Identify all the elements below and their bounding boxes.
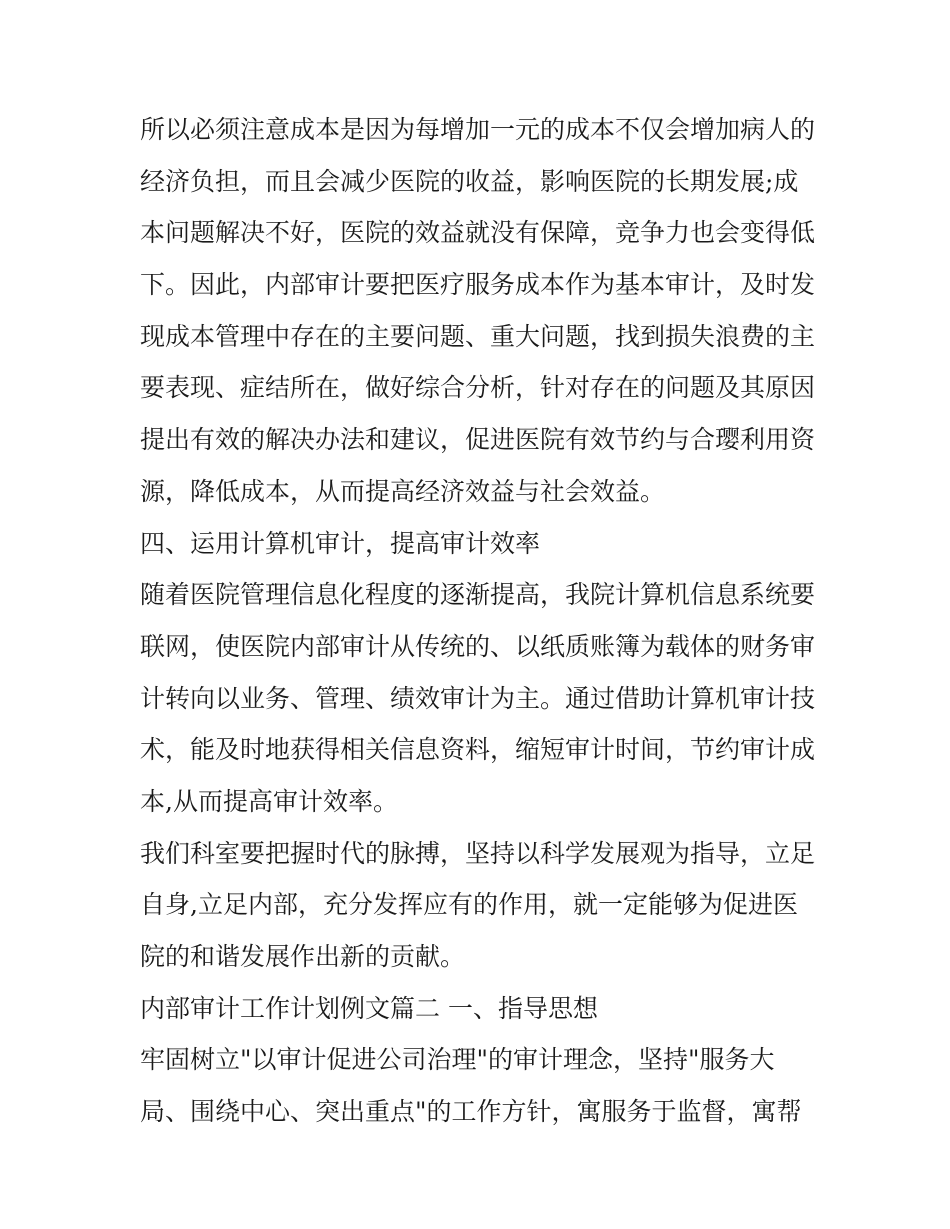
text-line: 下。因此，内部审计要把医疗服务成本作为基本审计，及时发 — [140, 270, 816, 300]
text-line: 提出有效的解决办法和建议，促进医院有效节约与合璎利用资 — [140, 425, 816, 455]
text-line: 本,从而提高审计效率。 — [140, 786, 398, 816]
text-line: 局、围绕中心、突出重点"的工作方针，寓服务于监督，寓帮 — [140, 1097, 802, 1127]
text-line: 院的和谐发展作出新的贡献。 — [140, 942, 466, 971]
text-line: 现成本管理中存在的主要问题、重大问题，找到损失浪费的主 — [140, 321, 816, 351]
text-line: 所以必须注意成本是因为每增加一元的成本不仅会增加病人的 — [140, 115, 816, 144]
section-heading: 四、运用计算机审计，提高审计效率 — [140, 528, 541, 558]
text-line: 自身,立足内部，充分发挥应有的作用，就一定能够为促进医 — [140, 890, 798, 920]
text-line: 经济负担，而且会减少医院的收益，影响医院的长期发展;成 — [140, 166, 799, 196]
text-line: 术，能及时地获得相关信息资料，缩短审计时间，节约审计成 — [140, 735, 816, 765]
body-text — [140, 104, 820, 1138]
section-heading: 内部审计工作计划例文篇二 一、指导思想 — [140, 993, 598, 1023]
text-line: 牢固树立"以审计促进公司治理"的审计理念，坚持"服务大 — [140, 1045, 775, 1075]
text-line: 我们科室要把握时代的脉搏，坚持以科学发展观为指导，立足 — [140, 838, 816, 868]
text-line: 随着医院管理信息化程度的逐渐提高，我院计算机信息系统要 — [140, 580, 816, 610]
text-line: 本问题解决不好，医院的效益就没有保障，竞争力也会变得低 — [140, 218, 816, 248]
text-line: 源，降低成本，从而提高经济效益与社会效益。 — [140, 476, 666, 506]
text-line: 计转向以业务、管理、绩效审计为主。通过借助计算机审计技 — [140, 683, 816, 713]
text-line: 联网，使医院内部审计从传统的、以纸质账簿为载体的财务审 — [140, 631, 816, 661]
text-line: 要表现、症结所在，做好综合分析，针对存在的问题及其原因 — [140, 373, 816, 403]
